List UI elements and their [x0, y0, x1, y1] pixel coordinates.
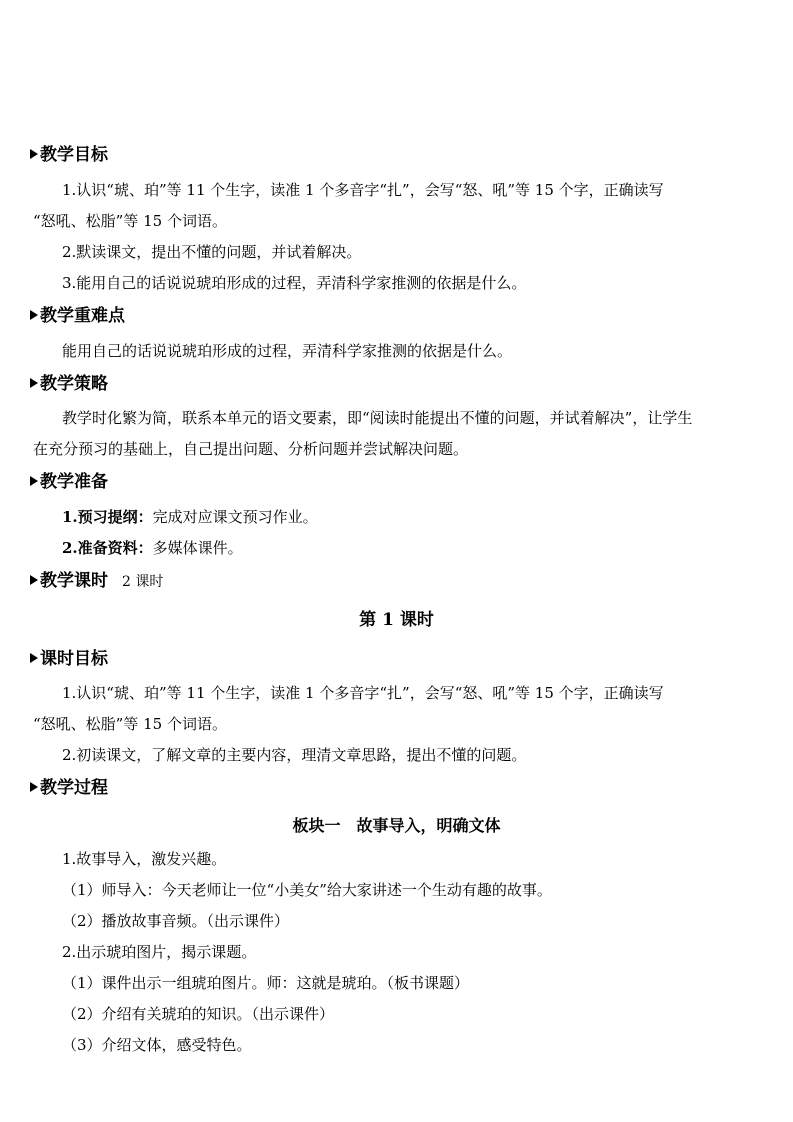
- prep-item-1: [62, 507, 318, 527]
- process-step-2-a: （1）课件出示一组琥珀图片。师：这就是琥珀。（板书课题）: [62, 974, 470, 992]
- triangle-bullet-icon: [30, 149, 38, 159]
- hours-heading: 教学课时 2 课时: [30, 571, 163, 592]
- hours-value: 2 课时: [122, 574, 164, 590]
- prep-item-2: [62, 538, 243, 558]
- lesson-goals-item-1-line-1: 1.认识“琥、珀”等 11 个生字，读准 1 个多音字“扎”，会写“怒、吼”等 15 个字，正确读写: [62, 684, 664, 702]
- goals-item-1-line-1: 1.认识“琥、珀”等 11 个生字，读准 1 个多音字“扎”，会写“怒、吼”等 15 个字，正确读写: [62, 181, 664, 199]
- process-step-1: 1.故事导入，激发兴趣。: [62, 850, 227, 868]
- goals-heading: 教学目标: [30, 145, 108, 165]
- process-heading: 教学过程: [30, 778, 108, 798]
- goals-item-2: 2.默读课文，提出不懂的问题，并试着解决。: [62, 243, 362, 261]
- block-title: 板块一 故事导入，明确文体: [292, 816, 501, 835]
- triangle-bullet-icon: [30, 575, 38, 585]
- triangle-bullet-icon: [30, 476, 38, 486]
- keypoints-text: 能用自己的话说说琥珀形成的过程，弄清科学家推测的依据是什么。: [62, 342, 513, 360]
- process-step-2-b: （2）介绍有关琥珀的知识。（出示课件）: [62, 1005, 335, 1023]
- keypoints-heading: 教学重难点: [30, 306, 125, 326]
- triangle-bullet-icon: [30, 782, 38, 792]
- goals-item-1-line-2: “怒吼、松脂”等 15 个词语。: [33, 212, 227, 230]
- lesson-goals-item-1-line-2: “怒吼、松脂”等 15 个词语。: [33, 715, 227, 733]
- lesson-title: 第 1 课时: [359, 610, 434, 630]
- prep-item-1-label: 1.预习提纲：: [62, 508, 153, 526]
- goals-item-3: 3.能用自己的话说说琥珀形成的过程，弄清科学家推测的依据是什么。: [62, 274, 527, 292]
- prep-item-2-text: 多媒体课件。: [152, 539, 243, 557]
- prep-item-1-text: 完成对应课文预习作业。: [152, 508, 318, 526]
- lesson-goals-heading: 课时目标: [30, 649, 108, 669]
- triangle-bullet-icon: [30, 378, 38, 388]
- prep-item-2-label: 2.准备资料：: [62, 539, 153, 557]
- strategy-heading: 教学策略: [30, 374, 108, 394]
- process-step-1-a: （1）师导入：今天老师让一位“小美女”给大家讲述一个生动有趣的故事。: [62, 881, 552, 899]
- triangle-bullet-icon: [30, 310, 38, 320]
- process-step-1-b: （2）播放故事音频。（出示课件）: [62, 912, 290, 930]
- strategy-line-1: 教学时化繁为简，联系本单元的语文要素，即“阅读时能提出不懂的问题，并试着解决”，让学生: [62, 409, 693, 427]
- triangle-bullet-icon: [30, 653, 38, 663]
- process-step-2: 2.出示琥珀图片，揭示课题。: [62, 943, 257, 961]
- lesson-goals-item-2: 2.初读课文，了解文章的主要内容，理清文章思路，提出不懂的问题。: [62, 746, 527, 764]
- prep-heading: 教学准备: [30, 472, 108, 492]
- process-step-2-c: （3）介绍文体，感受特色。: [62, 1036, 252, 1054]
- strategy-line-2: 在充分预习的基础上，自己提出问题、分析问题并尝试解决问题。: [33, 440, 469, 458]
